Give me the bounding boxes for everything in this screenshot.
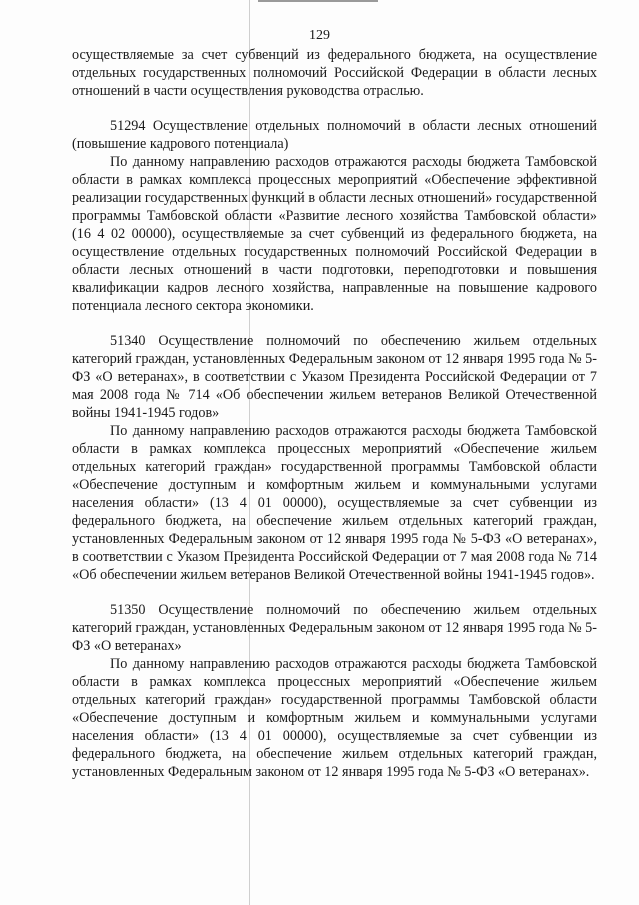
paragraph-gap	[72, 584, 597, 601]
paragraph-gap	[72, 100, 597, 117]
section-body-51340: По данному направлению расходов отражаются расходы бюджета Тамбовской области в рамках комплекса процессных мероприятий «Обеспечение жильем отдельных категорий граждан» государственной программы Тамбовской области «Обеспечение доступным и комфортным жильем и коммунальными услугами населения области» (13 4 01 00000), осуществляемые за счет субвенции из федерального бюджета, на обеспечение жильем отдельных категорий граждан, установленных Федеральным законом от 12 января 1995 года № 5-ФЗ «О ветеранах», в соответствии с Указом Президента Российской Федерации от 7 мая 2008 года № 714 «Об обеспечении жильем ветеранов Великой Отечественной войны 1941-1945 годов».	[72, 423, 597, 583]
section-body-51350: По данному направлению расходов отражаются расходы бюджета Тамбовской области в рамках комплекса процессных мероприятий «Обеспечение жильем отдельных категорий граждан» государственной программы Тамбовской области «Обеспечение доступным и комфортным жильем и коммунальными услугами населения области» (13 4 01 00000), осуществляемые за счет субвенции из федерального бюджета, на обеспечение жильем отдельных категорий граждан, установленных Федеральным законом от 12 января 1995 года № 5-ФЗ «О ветеранах».	[72, 656, 597, 780]
page-number: 129	[309, 28, 330, 43]
paragraph-continuation: осуществляемые за счет субвенций из федерального бюджета, на осуществление отдельных государственных полномочий Российской Федерации в области лесных отношений в части осуществления руководства отраслью.	[72, 47, 597, 99]
section-heading-51294: 51294 Осуществление отдельных полномочий в области лесных отношений (повышение кадрового потенциала)	[72, 118, 597, 152]
scan-artifact-top	[258, 0, 378, 2]
section-body-51294: По данному направлению расходов отражаются расходы бюджета Тамбовской области в рамках комплекса процессных мероприятий «Обеспечение эффективной реализации государственных функций в области лесных отношений» государственной программы Тамбовской области «Развитие лесного хозяйства Тамбовской области» (16 4 02 00000), осуществляемые за счет субвенций из федерального бюджета, на осуществление отдельных государственных полномочий Российской Федерации в области лесных отношений в части подготовки, переподготовки и повышения квалификации кадров лесного хозяйства, направленные на повышение кадрового потенциала лесного сектора экономики.	[72, 154, 597, 314]
section-heading-51340: 51340 Осуществление полномочий по обеспечению жильем отдельных категорий граждан, установленных Федеральным законом от 12 января 1995 года № 5-ФЗ «О ветеранах», в соответствии с Указом Президента Российской Федерации от 7 мая 2008 года № 714 «Об обеспечении жильем ветеранов Великой Отечественной войны 1941-1945 годов»	[72, 333, 597, 421]
paragraph-gap	[72, 315, 597, 332]
section-heading-51350: 51350 Осуществление полномочий по обеспечению жильем отдельных категорий граждан, установленных Федеральным законом от 12 января 1995 года № 5-ФЗ «О ветеранах»	[72, 602, 597, 654]
document-body	[72, 46, 597, 781]
